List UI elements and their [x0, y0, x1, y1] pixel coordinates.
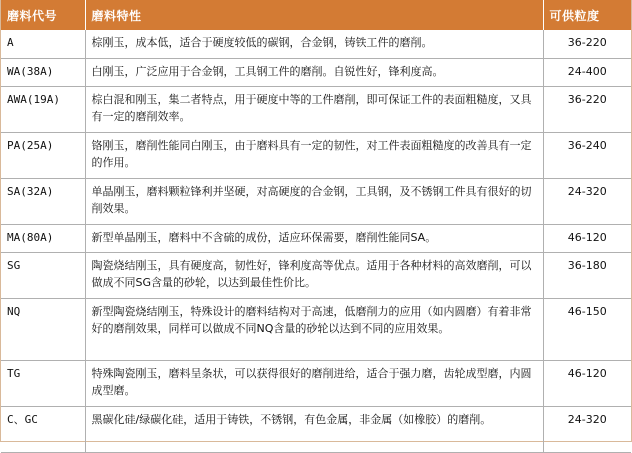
table-row	[1, 252, 631, 298]
row-feature: 棕刚玉，成本低，适合于硬度较低的碳钢，合金钢，铸铁工件的磨削。	[85, 30, 543, 58]
row-feature: 铬刚玉，磨削性能同白刚玉，由于磨料具有一定的韧性，对工件表面粗糙度的改善具有一定的作用。	[85, 132, 543, 178]
row-code: TG	[1, 360, 85, 406]
header-code: 磨料代号	[1, 0, 85, 30]
row-grain: 36-240	[543, 132, 631, 178]
row-grain: 36-180	[543, 252, 631, 298]
row-grain: 46-150	[543, 298, 631, 360]
table-header-row	[1, 0, 631, 30]
table-row	[1, 30, 631, 58]
table-row	[1, 178, 631, 224]
row-code: SG	[1, 252, 85, 298]
row-feature: 黑碳化硅/绿碳化硅，适用于铸铁，不锈钢，有色金属，非金属（如橡胶）的磨削。	[85, 406, 543, 452]
row-grain: 24-320	[543, 406, 631, 452]
row-grain: 24-320	[543, 178, 631, 224]
row-code: AWA(19A)	[1, 86, 85, 132]
row-grain: 36-220	[543, 86, 631, 132]
row-feature: 新型陶瓷烧结刚玉，特殊设计的磨料结构对于高速，低磨削力的应用（如内圆磨）有着非常好的磨削效果，同样可以做成不同NQ含量的砂轮以达到不同的应用效果。	[85, 298, 543, 360]
table-row	[1, 86, 631, 132]
row-feature: 单晶刚玉，磨料颗粒锋利并坚硬，对高硬度的合金钢，工具钢，及不锈钢工件具有很好的切削效果。	[85, 178, 543, 224]
table-row	[1, 58, 631, 86]
row-grain: 46-120	[543, 360, 631, 406]
row-feature: 特殊陶瓷刚玉，磨料呈条状，可以获得很好的磨削进给，适合于强力磨，齿轮成型磨，内圆成型磨。	[85, 360, 543, 406]
header-grain: 可供粒度	[543, 0, 631, 30]
row-grain: 36-220	[543, 30, 631, 58]
row-feature: 棕白混和刚玉，集二者特点，用于硬度中等的工件磨削，即可保证工件的表面粗糙度，又具有一定的磨削效率。	[85, 86, 543, 132]
row-code: WA(38A)	[1, 58, 85, 86]
row-feature: 白刚玉，广泛应用于合金钢，工具钢工件的磨削。自锐性好，锋利度高。	[85, 58, 543, 86]
row-code: NQ	[1, 298, 85, 360]
row-grain: 46-120	[543, 224, 631, 252]
row-code: MA(80A)	[1, 224, 85, 252]
table-row	[1, 132, 631, 178]
table-row	[1, 360, 631, 406]
row-code: A	[1, 30, 85, 58]
table-row	[1, 406, 631, 452]
row-code: SA(32A)	[1, 178, 85, 224]
abrasive-table	[1, 0, 631, 453]
row-grain: 24-400	[543, 58, 631, 86]
table-row	[1, 224, 631, 252]
row-code: PA(25A)	[1, 132, 85, 178]
header-feature: 磨料特性	[85, 0, 543, 30]
row-feature: 陶瓷烧结刚玉，具有硬度高，韧性好，锋利度高等优点。适用于各种材料的高效磨削，可以做成不同SG含量的砂轮，以达到最佳性价比。	[85, 252, 543, 298]
row-feature: 新型单晶刚玉，磨料中不含硫的成份，适应环保需要，磨削性能同SA。	[85, 224, 543, 252]
table-row	[1, 298, 631, 360]
row-code: C、GC	[1, 406, 85, 452]
